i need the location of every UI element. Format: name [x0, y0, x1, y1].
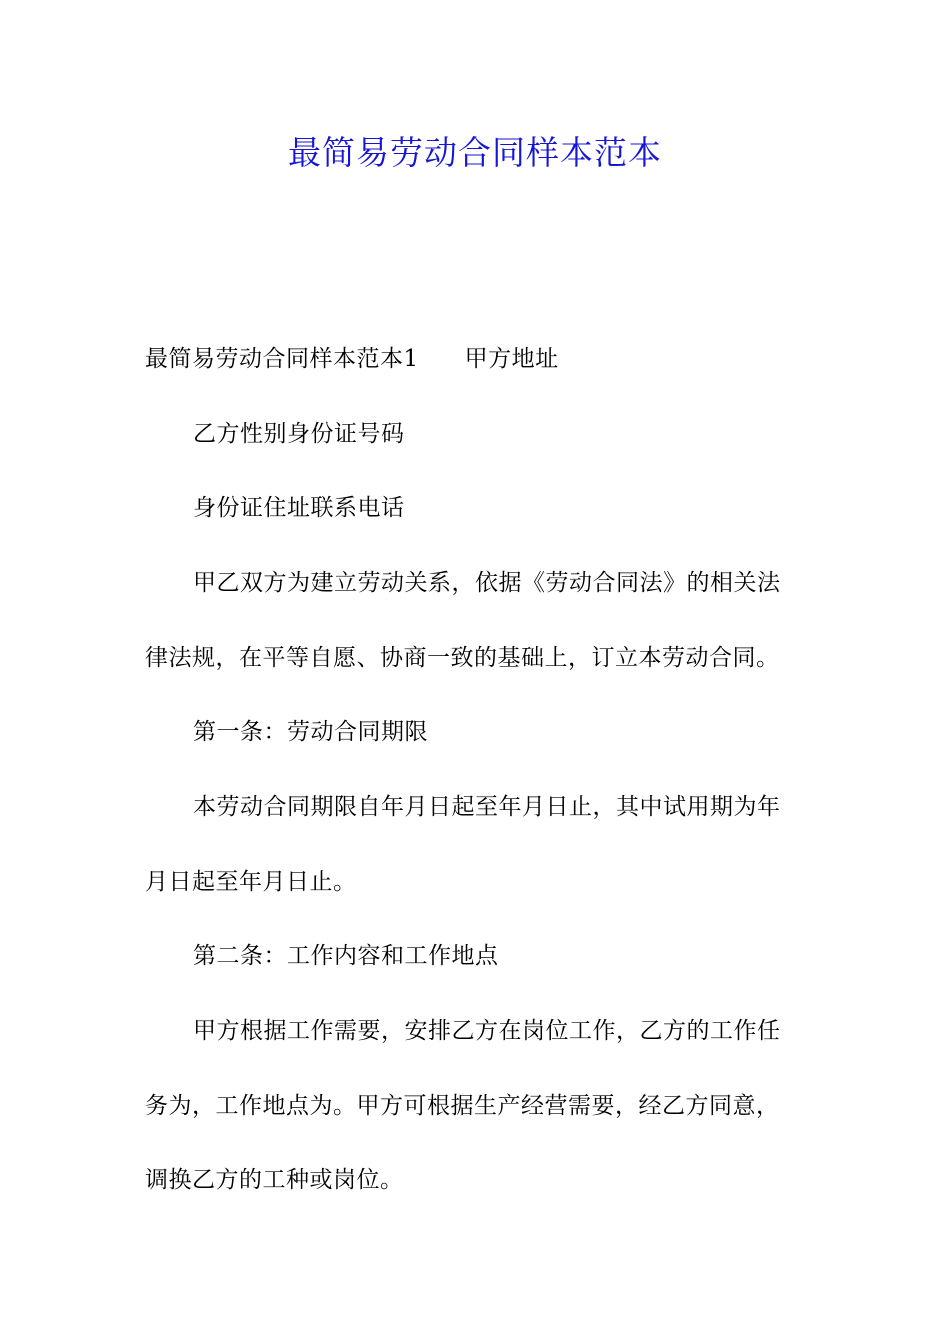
paragraph-line: 务为，工作地点为。甲方可根据生产经营需要，经乙方同意， [145, 1093, 780, 1119]
paragraph-line: 甲乙双方为建立劳动关系，依据《劳动合同法》的相关法 [193, 570, 781, 596]
clause-heading: 第一条：劳动合同期限 [193, 719, 428, 745]
clause-heading: 第二条：工作内容和工作地点 [193, 943, 499, 969]
paragraph-line: 本劳动合同期限自年月日起至年月日止，其中试用期为年 [193, 794, 781, 820]
heading-line [145, 343, 815, 375]
id-address-phone-line: 身份证住址联系电话 [193, 495, 405, 521]
paragraph-line: 月日起至年月日止。 [145, 869, 357, 895]
document-title: 最简易劳动合同样本范本 [288, 133, 662, 172]
paragraph-line: 甲方根据工作需要，安排乙方在岗位工作，乙方的工作任 [193, 1018, 781, 1044]
section-heading: 最简易劳动合同样本范本1 [145, 346, 419, 372]
party-b-info-line: 乙方性别身份证号码 [193, 421, 405, 447]
paragraph-line: 律法规，在平等自愿、协商一致的基础上，订立本劳动合同。 [145, 645, 780, 671]
paragraph-line: 调换乙方的工种或岗位。 [145, 1167, 404, 1193]
party-a-address-label: 甲方地址 [464, 346, 559, 372]
